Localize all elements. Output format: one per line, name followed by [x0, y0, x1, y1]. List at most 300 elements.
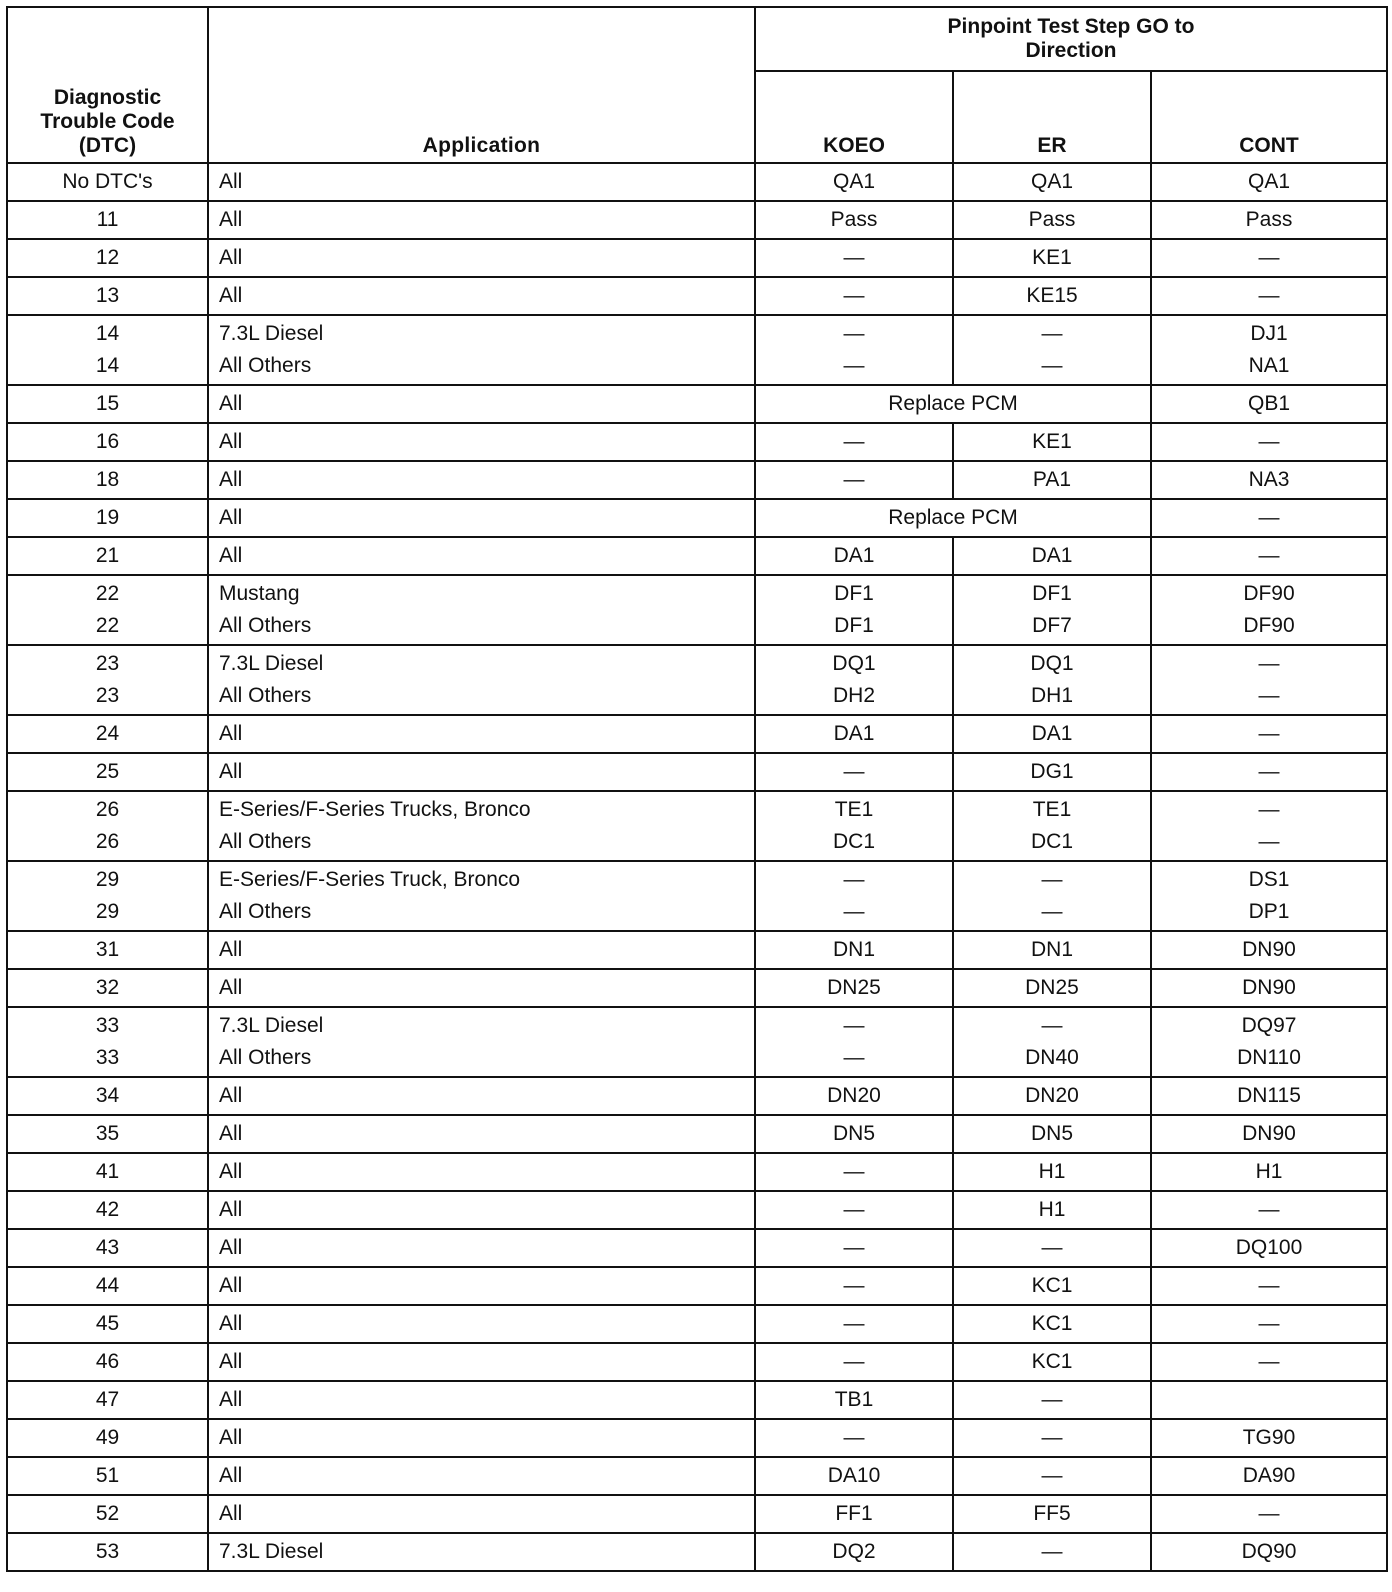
koeo-cell: [755, 1191, 953, 1229]
application-cell: [208, 1457, 755, 1495]
koeo-cell: [755, 1533, 953, 1571]
dtc-code-cell: [7, 423, 208, 461]
koeo-cell: [755, 1495, 953, 1533]
er-cell: [953, 1419, 1151, 1457]
application-cell: [208, 277, 755, 315]
cont-cell-line: DP1: [1248, 900, 1290, 923]
koeo-cell-line: DN1: [832, 938, 875, 961]
cont-column-header: CONT: [1151, 71, 1387, 163]
cont-cell: [1151, 1457, 1387, 1495]
dtc-code-cell: [7, 791, 208, 861]
koeo-column-header: KOEO: [755, 71, 953, 163]
dtc-code-cell: [7, 277, 208, 315]
koeo-cell: [755, 645, 953, 715]
dtc-code-cell: [7, 1115, 208, 1153]
koeo-cell-line: —: [843, 1236, 865, 1259]
cont-cell: [1151, 1419, 1387, 1457]
table-row: [7, 239, 1387, 277]
table-row: [7, 969, 1387, 1007]
application-cell: [208, 537, 755, 575]
dtc-code-cell-line: 24: [95, 722, 120, 745]
cont-cell-line: —: [1258, 1502, 1280, 1525]
er-cell-line: PA1: [1032, 468, 1072, 491]
application-cell: [208, 969, 755, 1007]
application-cell: [208, 461, 755, 499]
dtc-code-cell: [7, 1229, 208, 1267]
koeo-cell-line: —: [843, 1426, 865, 1449]
er-cell: [953, 753, 1151, 791]
koeo-cell-line: DN25: [827, 976, 881, 999]
application-cell: [208, 239, 755, 277]
application-cell-line: All: [219, 938, 243, 961]
cont-cell-line: QA1: [1247, 170, 1291, 193]
dtc-code-cell-line: 14: [95, 322, 120, 345]
cont-cell: [1151, 385, 1387, 423]
application-cell: [208, 1343, 755, 1381]
application-cell-line: 7.3L Diesel: [219, 1014, 324, 1037]
dtc-code-cell-line: 53: [95, 1540, 120, 1563]
koeo-cell: [755, 931, 953, 969]
dtc-code-cell-line: 11: [96, 208, 119, 231]
er-cell-line: H1: [1038, 1198, 1066, 1221]
application-cell: [208, 575, 755, 645]
application-column-header: Application: [208, 7, 755, 163]
cont-cell: [1151, 277, 1387, 315]
er-cell-line: —: [1041, 322, 1063, 345]
application-cell-line: All: [219, 1198, 243, 1221]
dtc-code-cell-line: 46: [95, 1350, 120, 1373]
er-cell-line: KC1: [1031, 1274, 1073, 1297]
er-cell-line: KE1: [1032, 430, 1072, 453]
cont-cell-line: —: [1258, 798, 1280, 821]
application-cell: [208, 1077, 755, 1115]
dtc-code-cell: [7, 715, 208, 753]
application-cell-line: All: [219, 1312, 243, 1335]
dtc-code-cell-line: 52: [95, 1502, 120, 1525]
er-cell: [953, 1381, 1151, 1419]
koeo-cell: [755, 861, 953, 931]
cont-cell: [1151, 791, 1387, 861]
koeo-cell-line: —: [843, 1198, 865, 1221]
koeo-cell-line: —: [843, 1160, 865, 1183]
replace-pcm-cell: Replace PCM: [755, 499, 1151, 537]
application-cell-line: 7.3L Diesel: [219, 322, 324, 345]
dtc-code-cell: [7, 499, 208, 537]
er-cell-line: —: [1041, 1388, 1063, 1411]
application-cell-line: 7.3L Diesel: [219, 1540, 324, 1563]
er-cell-line: DN25: [1025, 976, 1079, 999]
table-row: [7, 1343, 1387, 1381]
table-row: [7, 277, 1387, 315]
koeo-cell: [755, 1419, 953, 1457]
cont-cell: [1151, 969, 1387, 1007]
koeo-cell-line: DH2: [832, 684, 875, 707]
er-cell: [953, 715, 1151, 753]
koeo-cell-line: —: [843, 246, 865, 269]
cont-cell: [1151, 423, 1387, 461]
dtc-code-cell-line: No DTC's: [62, 170, 153, 193]
er-cell: [953, 423, 1151, 461]
cont-cell-line: —: [1258, 544, 1280, 567]
cont-cell: [1151, 1077, 1387, 1115]
table-row: [7, 1381, 1387, 1419]
application-cell-line: All: [219, 544, 243, 567]
application-cell-line: All Others: [219, 354, 312, 377]
er-cell: [953, 861, 1151, 931]
dtc-code-cell: [7, 1153, 208, 1191]
application-cell: [208, 861, 755, 931]
application-cell-line: All: [219, 1464, 243, 1487]
application-cell-line: All Others: [219, 1046, 312, 1069]
table-row: [7, 461, 1387, 499]
dtc-code-cell: [7, 645, 208, 715]
application-cell: [208, 201, 755, 239]
dtc-code-cell-line: 26: [95, 830, 120, 853]
dtc-code-cell-line: 31: [95, 938, 120, 961]
cont-cell-line: DQ90: [1241, 1540, 1297, 1563]
application-cell-line: All: [219, 208, 243, 231]
er-cell-line: DN40: [1025, 1046, 1079, 1069]
dtc-code-cell-line: 42: [95, 1198, 120, 1221]
er-cell-line: DF7: [1032, 614, 1072, 637]
er-cell: [953, 315, 1151, 385]
dtc-code-cell: [7, 861, 208, 931]
er-cell-line: H1: [1038, 1160, 1066, 1183]
application-cell-line: All: [219, 1236, 243, 1259]
koeo-cell-line: —: [843, 430, 865, 453]
cont-cell: [1151, 201, 1387, 239]
koeo-cell: [755, 1153, 953, 1191]
dtc-code-cell-line: 22: [95, 582, 120, 605]
er-cell-line: DQ1: [1030, 652, 1074, 675]
er-cell: [953, 1007, 1151, 1077]
table-header: [7, 7, 1387, 163]
cont-cell: [1151, 499, 1387, 537]
cont-cell-line: —: [1258, 284, 1280, 307]
cont-cell-line: —: [1258, 1312, 1280, 1335]
er-cell-line: —: [1041, 900, 1063, 923]
dtc-code-cell-line: 22: [95, 614, 120, 637]
er-cell-line: DA1: [1031, 544, 1073, 567]
dtc-code-cell-line: 12: [95, 246, 120, 269]
dtc-code-cell-line: 33: [95, 1014, 120, 1037]
application-cell: [208, 715, 755, 753]
koeo-cell-line: TE1: [834, 798, 874, 821]
er-cell-line: DN1: [1030, 938, 1073, 961]
dtc-code-cell-line: 44: [95, 1274, 120, 1297]
dtc-code-cell: [7, 1267, 208, 1305]
koeo-cell-line: DC1: [832, 830, 875, 853]
table-row: [7, 861, 1387, 931]
application-cell-line: All Others: [219, 684, 312, 707]
application-cell-line: All Others: [219, 900, 312, 923]
application-cell-line: All: [219, 1122, 243, 1145]
koeo-cell: [755, 1229, 953, 1267]
application-cell: [208, 1229, 755, 1267]
dtc-code-cell: [7, 753, 208, 791]
cont-cell: [1151, 753, 1387, 791]
cont-cell: [1151, 537, 1387, 575]
koeo-cell: [755, 315, 953, 385]
cont-cell-line: —: [1258, 1198, 1280, 1221]
application-cell-line: All: [219, 1502, 243, 1525]
koeo-cell: [755, 1115, 953, 1153]
er-cell-line: FF5: [1033, 1502, 1071, 1525]
application-cell-line: All: [219, 430, 243, 453]
koeo-cell: [755, 1343, 953, 1381]
koeo-cell: [755, 239, 953, 277]
dtc-code-cell-line: 25: [95, 760, 120, 783]
table-row: [7, 1495, 1387, 1533]
cont-cell: [1151, 1495, 1387, 1533]
dtc-code-cell-line: 41: [95, 1160, 120, 1183]
application-cell-line: All: [219, 976, 243, 999]
dtc-code-cell: [7, 575, 208, 645]
koeo-cell: [755, 1381, 953, 1419]
application-cell: [208, 753, 755, 791]
koeo-cell: [755, 537, 953, 575]
cont-cell: [1151, 931, 1387, 969]
er-cell-line: TE1: [1032, 798, 1072, 821]
koeo-cell: [755, 575, 953, 645]
er-column-header: ER: [953, 71, 1151, 163]
cont-cell-line: DS1: [1248, 868, 1290, 891]
cont-cell-line: DQ100: [1235, 1236, 1303, 1259]
application-cell-line: All: [219, 506, 243, 529]
cont-cell: [1151, 1267, 1387, 1305]
er-cell: [953, 163, 1151, 201]
cont-cell-line: H1: [1255, 1160, 1283, 1183]
cont-cell: [1151, 461, 1387, 499]
table-row: [7, 163, 1387, 201]
cont-cell-line: —: [1258, 652, 1280, 675]
er-cell: [953, 461, 1151, 499]
dtc-column-header: Diagnostic Trouble Code (DTC): [7, 7, 208, 163]
application-cell: [208, 1007, 755, 1077]
table-row: [7, 753, 1387, 791]
koeo-cell: [755, 201, 953, 239]
table-row: [7, 423, 1387, 461]
table-row: [7, 1533, 1387, 1571]
application-cell-line: All: [219, 170, 243, 193]
koeo-cell-line: —: [843, 284, 865, 307]
dtc-code-cell: [7, 1495, 208, 1533]
koeo-cell: [755, 1077, 953, 1115]
dtc-code-cell-line: 29: [95, 900, 120, 923]
koeo-cell-line: DA1: [833, 722, 875, 745]
koeo-cell: [755, 791, 953, 861]
application-cell-line: 7.3L Diesel: [219, 652, 324, 675]
koeo-cell-line: DF1: [834, 582, 874, 605]
cont-cell-line: —: [1258, 722, 1280, 745]
dtc-code-cell-line: 23: [95, 684, 120, 707]
cont-cell-line: [1152, 1384, 1386, 1416]
koeo-cell: [755, 163, 953, 201]
application-cell-line: Mustang: [219, 582, 300, 605]
cont-cell-line: DN110: [1237, 1046, 1301, 1069]
table-row: [7, 715, 1387, 753]
cont-cell-line: —: [1258, 1274, 1280, 1297]
table-row: [7, 645, 1387, 715]
koeo-cell-line: —: [843, 900, 865, 923]
dtc-code-cell: [7, 315, 208, 385]
dtc-code-cell-line: 26: [95, 798, 120, 821]
table-body: [7, 163, 1387, 1571]
koeo-cell-line: QA1: [832, 170, 876, 193]
er-cell-line: KC1: [1031, 1312, 1073, 1335]
table-row: [7, 1229, 1387, 1267]
koeo-cell-line: DQ2: [832, 1540, 876, 1563]
dtc-code-cell-line: 45: [95, 1312, 120, 1335]
cont-cell: [1151, 1533, 1387, 1571]
table-row: [7, 931, 1387, 969]
er-cell: [953, 1077, 1151, 1115]
application-cell-line: All: [219, 1426, 243, 1449]
dtc-code-cell: [7, 1191, 208, 1229]
dtc-code-cell: [7, 385, 208, 423]
cont-cell-line: —: [1258, 246, 1280, 269]
dtc-code-cell: [7, 1419, 208, 1457]
dtc-code-cell-line: 13: [95, 284, 120, 307]
application-cell: [208, 1115, 755, 1153]
table-row: [7, 575, 1387, 645]
application-cell-line: All: [219, 722, 243, 745]
er-cell-line: —: [1041, 1464, 1063, 1487]
table-row: [7, 1267, 1387, 1305]
er-cell: [953, 1533, 1151, 1571]
er-cell: [953, 239, 1151, 277]
er-cell: [953, 537, 1151, 575]
er-cell: [953, 1115, 1151, 1153]
application-cell-line: All: [219, 1388, 243, 1411]
dtc-code-cell-line: 15: [95, 392, 120, 415]
cont-cell-line: —: [1258, 830, 1280, 853]
er-cell-line: DA1: [1031, 722, 1073, 745]
application-cell-line: All: [219, 246, 243, 269]
er-cell: [953, 201, 1151, 239]
application-cell-line: All: [219, 284, 243, 307]
er-cell-line: KE1: [1032, 246, 1072, 269]
dtc-code-cell: [7, 537, 208, 575]
koeo-cell-line: DQ1: [832, 652, 876, 675]
application-cell: [208, 1153, 755, 1191]
application-cell: [208, 315, 755, 385]
application-cell: [208, 1495, 755, 1533]
er-cell-line: DG1: [1030, 760, 1074, 783]
dtc-code-cell: [7, 1305, 208, 1343]
table-row: [7, 537, 1387, 575]
koeo-cell-line: —: [843, 868, 865, 891]
table-row: [7, 315, 1387, 385]
cont-cell: [1151, 1229, 1387, 1267]
cont-cell: [1151, 239, 1387, 277]
table-row: [7, 385, 1387, 423]
koeo-cell-line: —: [843, 322, 865, 345]
application-cell: [208, 1381, 755, 1419]
er-cell: [953, 791, 1151, 861]
dtc-code-cell: [7, 1077, 208, 1115]
cont-cell-line: NA3: [1248, 468, 1290, 491]
er-cell: [953, 1305, 1151, 1343]
er-cell: [953, 1153, 1151, 1191]
er-cell-line: KC1: [1031, 1350, 1073, 1373]
dtc-code-cell-line: 23: [95, 652, 120, 675]
application-cell: [208, 1191, 755, 1229]
application-cell: [208, 1267, 755, 1305]
koeo-cell-line: DN20: [827, 1084, 881, 1107]
cont-cell: [1151, 575, 1387, 645]
cont-cell: [1151, 715, 1387, 753]
koeo-cell-line: —: [843, 1350, 865, 1373]
cont-cell: [1151, 163, 1387, 201]
replace-pcm-cell: Replace PCM: [755, 385, 1151, 423]
koeo-cell-line: DA1: [833, 544, 875, 567]
koeo-cell-line: —: [843, 1274, 865, 1297]
koeo-cell-line: —: [843, 1312, 865, 1335]
er-cell: [953, 1343, 1151, 1381]
cont-cell-line: DN90: [1242, 976, 1296, 999]
koeo-cell: [755, 461, 953, 499]
cont-cell-line: NA1: [1248, 354, 1290, 377]
koeo-cell-line: TB1: [834, 1388, 874, 1411]
cont-cell-line: —: [1258, 760, 1280, 783]
cont-cell: [1151, 1381, 1387, 1419]
application-cell: [208, 1419, 755, 1457]
application-cell: [208, 163, 755, 201]
er-cell-line: DC1: [1030, 830, 1073, 853]
koeo-cell: [755, 1007, 953, 1077]
application-cell: [208, 423, 755, 461]
dtc-code-cell-line: 49: [95, 1426, 120, 1449]
koeo-cell: [755, 277, 953, 315]
table-row: [7, 1419, 1387, 1457]
application-cell-line: All: [219, 468, 243, 491]
cont-cell: [1151, 861, 1387, 931]
cont-cell-line: DA90: [1242, 1464, 1296, 1487]
application-cell: [208, 1533, 755, 1571]
application-cell: [208, 385, 755, 423]
dtc-code-cell: [7, 1457, 208, 1495]
table-row: [7, 791, 1387, 861]
koeo-cell: [755, 715, 953, 753]
cont-cell-line: Pass: [1245, 208, 1293, 231]
dtc-code-cell-line: 35: [95, 1122, 120, 1145]
cont-cell-line: DN90: [1242, 938, 1296, 961]
cont-cell: [1151, 1007, 1387, 1077]
dtc-code-cell: [7, 1381, 208, 1419]
dtc-code-cell: [7, 1007, 208, 1077]
cont-cell-line: TG90: [1242, 1426, 1296, 1449]
er-cell-line: KE15: [1026, 284, 1078, 307]
koeo-cell-line: DF1: [834, 614, 874, 637]
dtc-code-cell-line: 43: [95, 1236, 120, 1259]
er-cell: [953, 931, 1151, 969]
dtc-code-cell: [7, 1343, 208, 1381]
application-cell: [208, 645, 755, 715]
cont-cell-line: DF90: [1243, 614, 1295, 637]
er-cell-line: —: [1041, 868, 1063, 891]
dtc-code-cell: [7, 239, 208, 277]
dtc-code-cell-line: 29: [95, 868, 120, 891]
er-cell: [953, 1495, 1151, 1533]
application-cell-line: E-Series/F-Series Trucks, Bronco: [219, 798, 531, 821]
dtc-code-cell: [7, 969, 208, 1007]
cont-cell: [1151, 645, 1387, 715]
cont-cell: [1151, 315, 1387, 385]
application-cell: [208, 791, 755, 861]
table-row: [7, 1305, 1387, 1343]
er-cell-line: DH1: [1030, 684, 1073, 707]
